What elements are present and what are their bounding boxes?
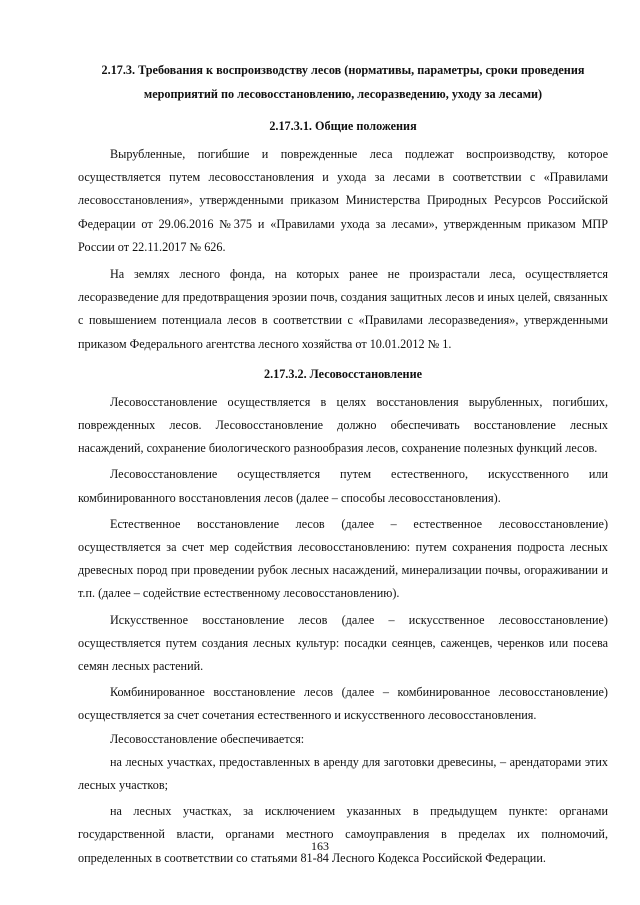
- paragraph-reforestation-5: Комбинированное восстановление лесов (далее – комбинированное лесовосстановление) осуществляется за счет сочетания естественного и искусственного лесовосстановления.: [78, 685, 608, 723]
- paragraph-reforestation-4: Искусственное восстановление лесов (далее – искусственное лесовосстановление) осуществляется путем создания лесных культур: посадки сеянцев, саженцев, черенков или посева семян лесных растений.: [78, 612, 608, 674]
- page-content: [78, 58, 608, 870]
- page-number: 163: [311, 839, 329, 853]
- paragraph-general-1: Вырубленные, погибшие и поврежденные леса подлежат воспроизводству, которое осуществляется путем лесовосстановления и ухода за лесами в соответствии с «Правилами лесовосстановления», утвержденными приказом Министерства Природных Ресурсов Российской Федерации от 29.06.2016 №375 и «Правилами ухода за лесами», утвержденным приказом МПР России от 22.11.2017 № 626.: [78, 147, 608, 254]
- paragraph-general-2: На землях лесного фонда, на которых ранее не произрастали леса, осуществляется лесоразведение для предотвращения эрозии почв, создания защитных лесов и иных целей, связанных с повышением потенциала лесов в соответствии с «Правилами лесоразведения», утвержденными приказом Федерального агентства лесного хозяйства от 10.01.2012 № 1.: [78, 267, 608, 351]
- paragraph-reforestation-1: Лесовосстановление осуществляется в целях восстановления вырубленных, погибших, поврежденных лесов. Лесовосстановление должно обеспечивать восстановление лесных насаждений, сохранение биологического разнообразия лесов, сохранение полезных функций лесов.: [78, 394, 608, 456]
- paragraph-reforestation-6: Лесовосстановление обеспечивается:: [110, 731, 305, 746]
- paragraph-reforestation-7: на лесных участках, предоставленных в аренду для заготовки древесины, – арендаторами этих лесных участков;: [78, 754, 608, 793]
- subsection-title-reforestation: 2.17.3.2. Лесовосстановление: [263, 366, 423, 381]
- paragraph-reforestation-8: на лесных участках, за исключением указанных в предыдущем пункте: органами государственной власти, органами местного самоуправления в пределах их полномочий, определенных в соответствии со статьями 81-84 Лесного Кодекса Российской Федерации.: [78, 804, 608, 865]
- subsection-title-general: 2.17.3.1. Общие положения: [269, 119, 417, 133]
- section-title: 2.17.3. Требования к воспроизводству лесов (нормативы, параметры, сроки проведения мероприятий по лесовосстановлению, лесоразведению, уходу за лесами): [101, 63, 585, 101]
- paragraph-reforestation-2: Лесовосстановление осуществляется путем естественного, искусственного или комбинированного восстановления лесов (далее – способы лесовосстановления).: [78, 467, 608, 505]
- paragraph-reforestation-3: Естественное восстановление лесов (далее – естественное лесовосстановление) осуществляется за счет мер содействия лесовосстановлению: путем сохранения подроста лесных древесных пород при проведении рубок лесных насаждений, минерализации почвы, огораживании и т.п. (далее – содействие естественному лесовосстановлению).: [78, 516, 608, 601]
